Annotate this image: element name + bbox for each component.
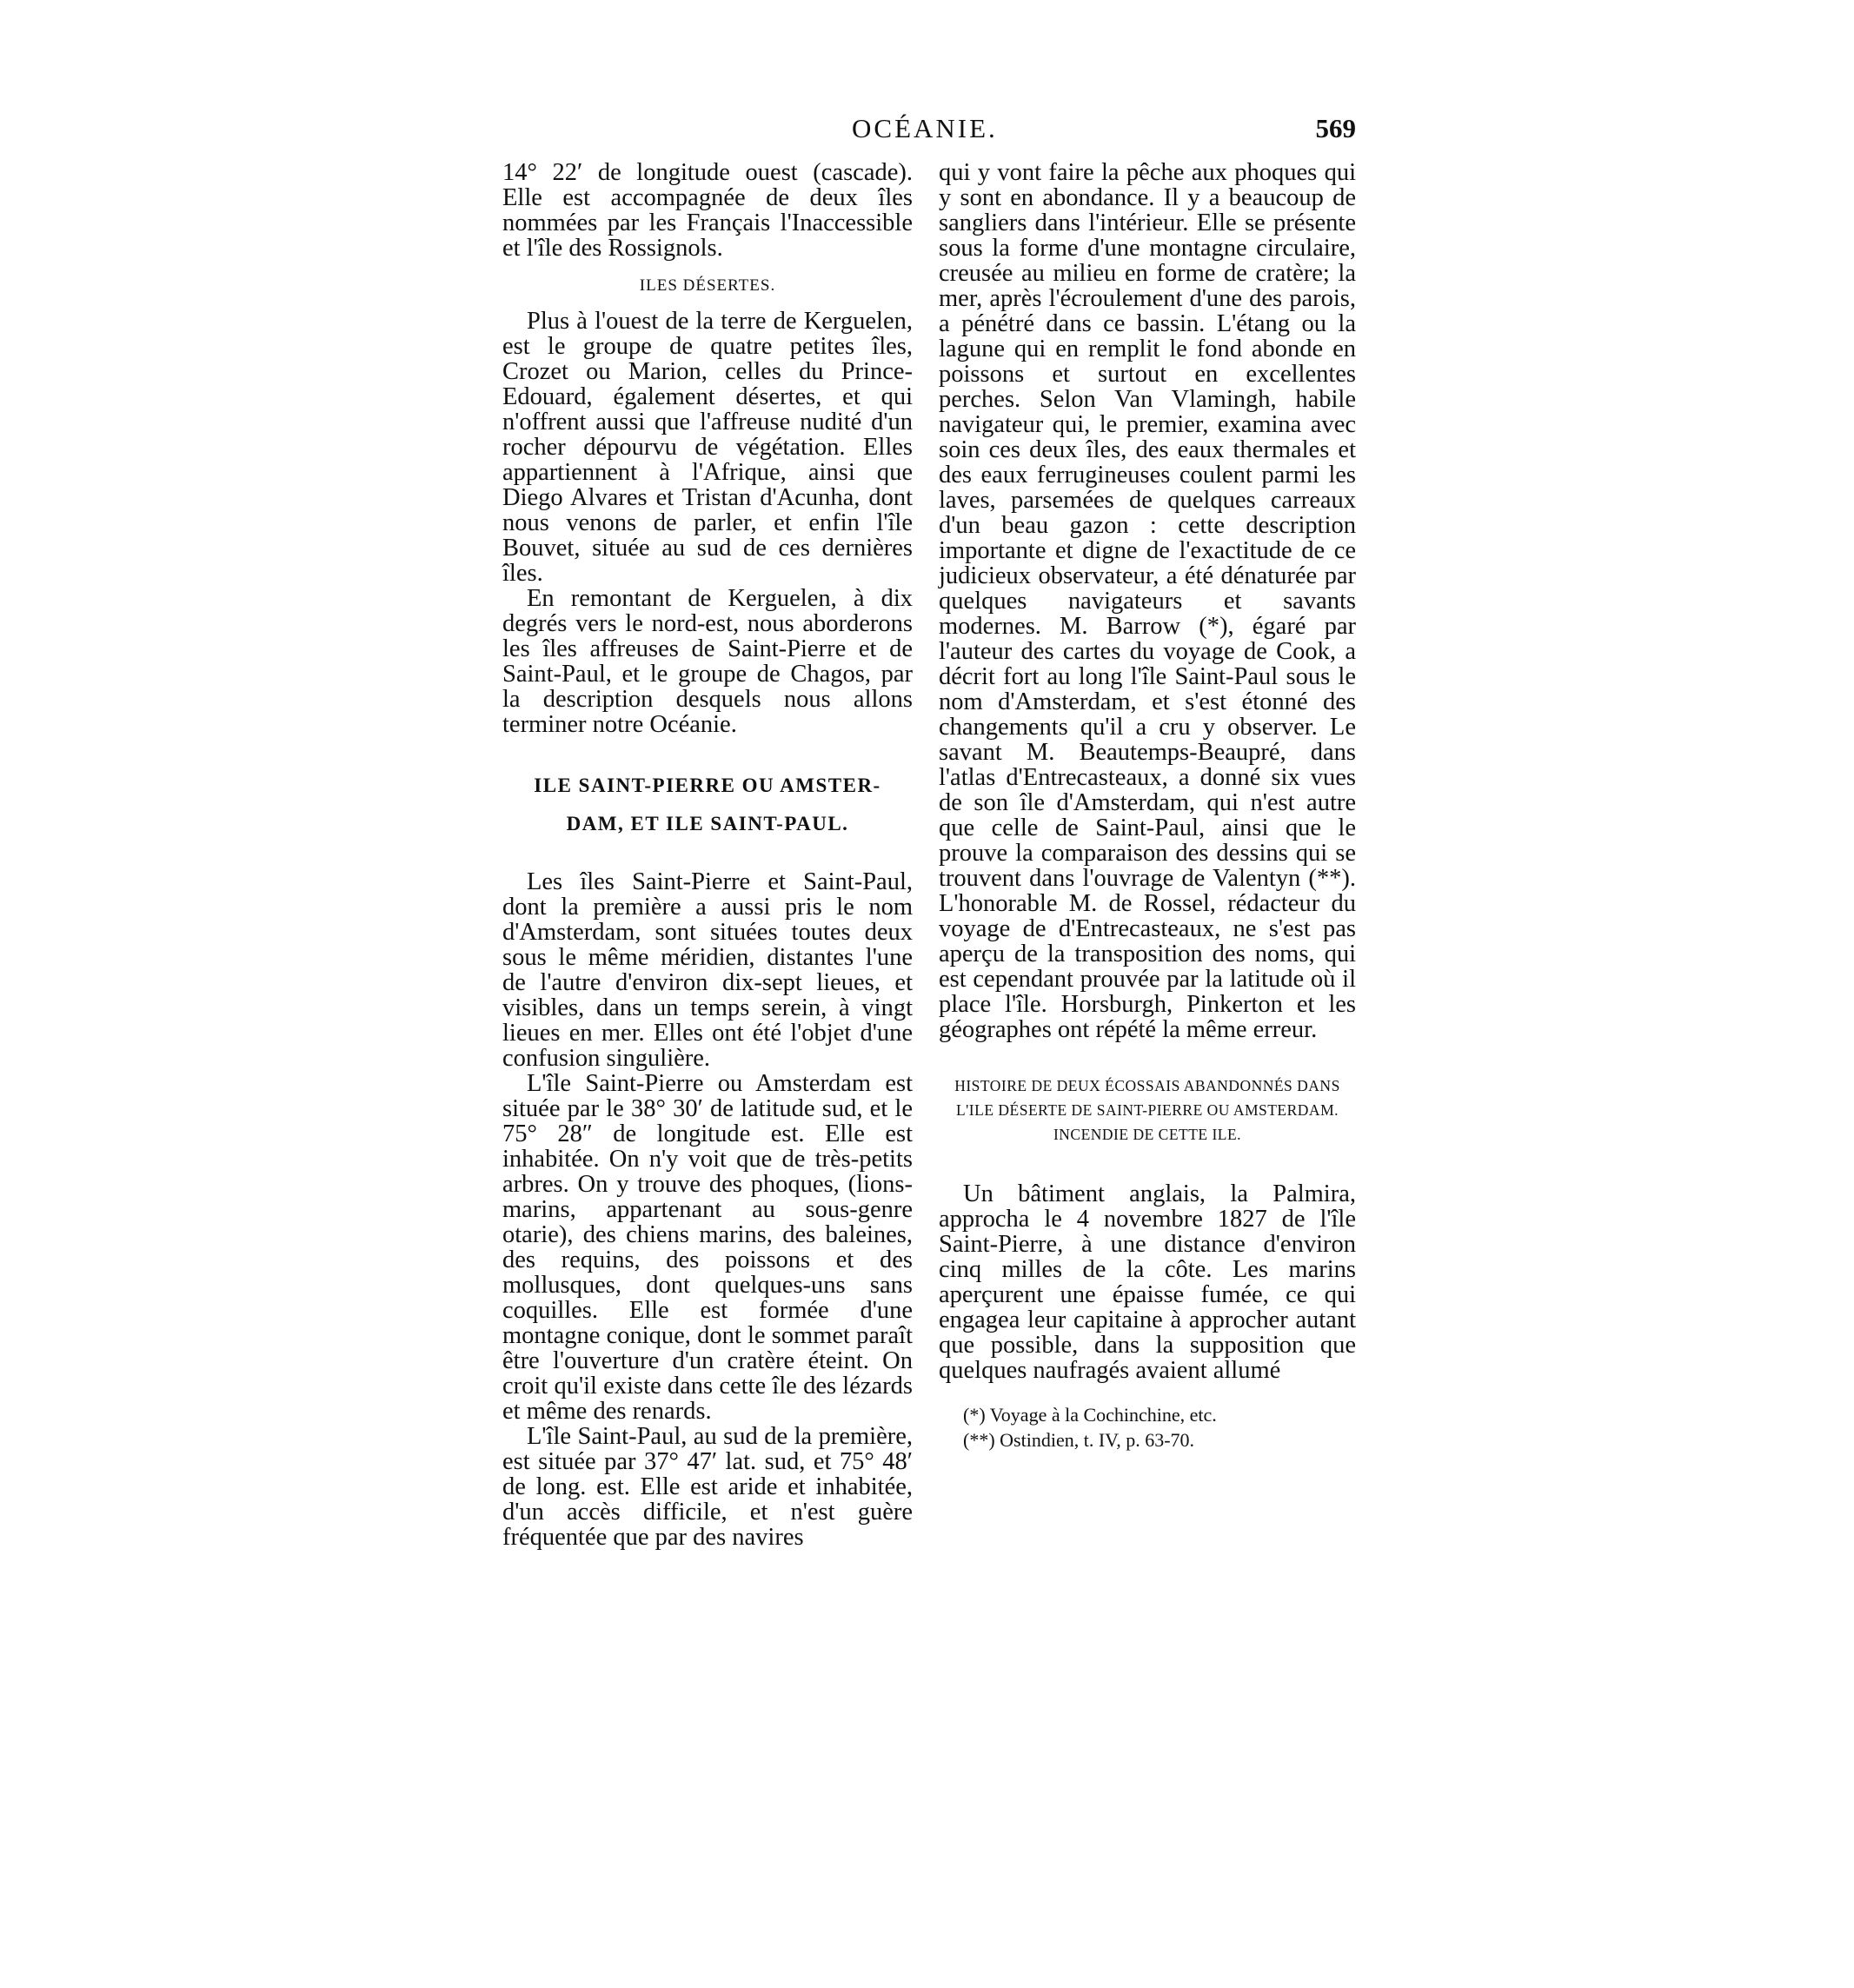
section-title-line-1: ILE SAINT-PIERRE OU AMSTER- [534,775,881,796]
paragraph-palmira: Un bâtiment anglais, la Palmira, approcha le 4 novembre 1827 de l'île Saint-Pierre, à une distance d'environ cinq milles de la côte. Les marins aperçurent une épaisse fumée, ce qui engagea leur capitaine à approcher autant que possible, dans la supposition que quelques naufragés avaient allumé [939,1180,1356,1384]
paragraph-iles: Les îles Saint-Pierre et Saint-Paul, dont la première a aussi pris le nom d'Amsterdam, sont situées toutes deux sous le même méridien, distantes l'une de l'autre d'environ dix-sept lieues, et visibles, dans un temps serein, à vingt lieues en mer. Elles ont été l'objet d'une confusion singulière. [502,868,913,1072]
footnote-1: (*) Voyage à la Cochinchine, etc. [963,1404,1217,1426]
subheading-histoire: HISTOIRE DE DEUX ÉCOSSAIS ABANDONNÉS DANS L'ILE DÉSERTE DE SAINT-PIERRE OU AMSTERDAM. INCENDIE DE CETTE ILE. [954,1077,1340,1143]
running-head [487,113,1356,156]
left-column [502,160,913,1550]
paragraph-deserts: Plus à l'ouest de la terre de Kerguelen, est le groupe de quatre petites îles, Crozet ou Marion, celles du Prince-Edouard, également désertes, et qui n'offrent aussi que l'affreuse nudité d'un rocher dépourvu de végétation. Elles appartiennent à l'Afrique, ainsi que Diego Alvares et Tristan d'Acunha, dont nous venons de parler, et enfin l'île Bouvet, située au sud de ces dernières îles. [502,308,913,587]
paragraph-saint-paul: L'île Saint-Paul, au sud de la première, est située par 37° 47′ lat. sud, et 75° 48′ de long. est. Elle est aride et inhabitée, d'un accès difficile, et n'est guère fréquentée que par des navires [502,1423,913,1551]
section-title [502,767,913,843]
footnotes [939,1402,1356,1453]
paragraph-remontant: En remontant de Kerguelen, à dix degrés vers le nord-est, nous aborderons les îles affreuses de Saint-Pierre et de Saint-Paul, et le groupe de Chagos, par la description desquels nous allons terminer notre Océanie. [502,585,913,738]
right-column [939,160,1356,1453]
running-title: OCÉANIE. [852,113,998,143]
heading-iles-desertes: ILES DÉSERTES. [639,276,776,295]
section-title-line-2: DAM, ET ILE SAINT-PAUL. [566,813,849,834]
page-number: 569 [1315,113,1356,143]
paragraph-intro: 14° 22′ de longitude ouest (cascade). Elle est accompagnée de deux îles nommées par les Français l'Inaccessible et l'île des Rossignols. [502,159,913,262]
paragraph-saint-pierre: L'île Saint-Pierre ou Amsterdam est située par le 38° 30′ de latitude sud, et le 75° 28″ de longitude est. Elle est inhabitée. On n'y voit que de très-petits arbres. On y trouve des phoques, (lions-marins, appartenant au sous-genre otarie), des chiens marins, des baleines, des requins, des poissons et des mollusques, dont quelques-uns sans coquilles. Elle est formée d'une montagne conique, dont le sommet paraît être l'ouverture d'un cratère éteint. On croit qu'il existe dans cette île des lézards et même des renards. [502,1070,913,1425]
footnote-2: (**) Ostindien, t. IV, p. 63-70. [963,1429,1195,1451]
paragraph-continuation: qui y vont faire la pêche aux phoques qui y sont en abondance. Il y a beaucoup de sangliers dans l'intérieur. Elle se présente sous la forme d'une montagne circulaire, creusée au milieu en forme de cratère; la mer, après l'écroulement d'une des parois, a pénétré dans ce bassin. L'étang ou la lagune qui en remplit le fond abonde en poissons et surtout en excellentes perches. Selon Van Vlamingh, habile navigateur qui, le premier, examina avec soin ces deux îles, des eaux thermales et des eaux ferrugineuses coulent parmi les laves, parsemées de quelques carreaux d'un beau gazon : cette description importante et digne de l'exactitude de ce judicieux observateur, a été dénaturée par quelques navigateurs et savants modernes. M. Barrow (*), égaré par l'auteur des cartes du voyage de Cook, a décrit fort au long l'île Saint-Paul sous le nom d'Amsterdam, et s'est étonné des changements qu'il a cru y observer. Le savant M. Beautemps-Beaupré, dans l'atlas d'Entrecasteaux, a donné six vues de son île d'Amsterdam, qui n'est autre que celle de Saint-Paul, ainsi que le prouve la comparaison des dessins qui se trouvent dans l'ouvrage de Valentyn (**). L'honorable M. de Rossel, rédacteur du voyage de d'Entrecasteaux, ne s'est pas aperçu de la transposition des noms, qui est cependant prouvée par la latitude où il place l'île. Horsburgh, Pinkerton et les géographes ont répété la même erreur. [939,159,1356,1043]
